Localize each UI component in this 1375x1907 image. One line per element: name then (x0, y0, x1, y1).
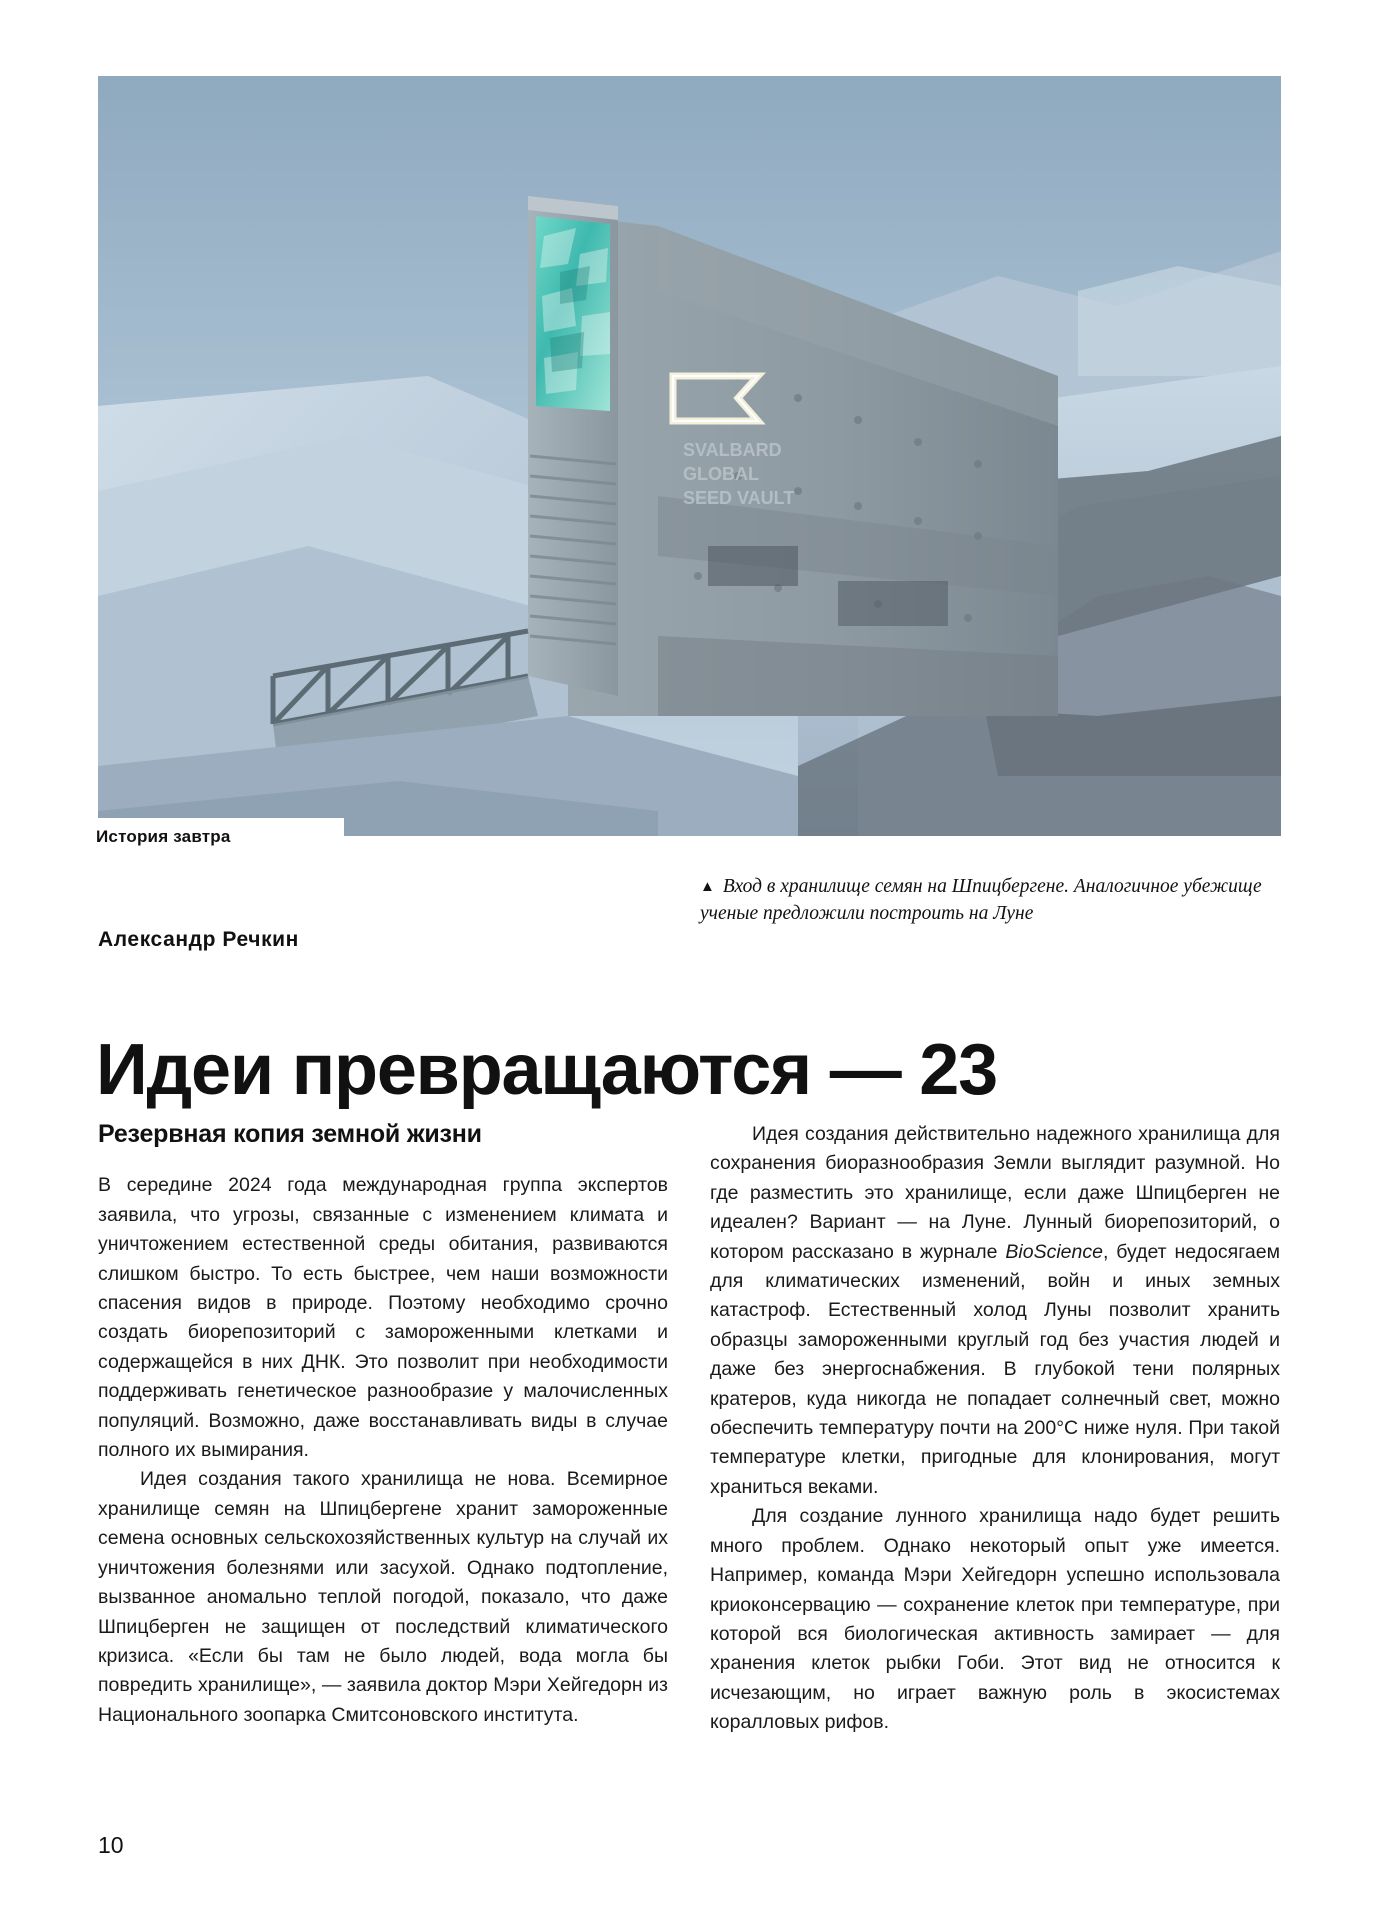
svg-text:GLOBAL: GLOBAL (683, 464, 759, 484)
paragraph: Идея создания действительно надежного хранилища для сохранения биоразнообразия Земли выглядит разумной. Но где разместить это хранилище, если даже Шпицберген не идеален? Вариант — на Луне. Лунный биорепозиторий, о котором рассказано в журнале BioScience, будет недосягаем для климатических изменений, войн и иных земных катастроф. Естественный холод Луны позволит хранить образцы замороженными круглый год без участия людей и даже без энергоснабжения. В глубокой тени полярных кратеров, куда никогда не попадает солнечный свет, можно обеспечить температуру почти на 200°C ниже нуля. При такой температуре клетки, пригодные для клонирования, могут храниться веками. (710, 1123, 1280, 1498)
svg-text:SVALBARD: SVALBARD (683, 440, 782, 460)
author-byline: Александр Речкин (98, 928, 299, 951)
page-number: 10 (98, 1832, 124, 1858)
caption-text: Вход в хранилище семян на Шпицбергене. Аналогичное убежище ученые предложили построить на Луне (700, 876, 1262, 924)
section-tag: История завтра (14, 818, 344, 856)
paragraph: Для создание лунного хранилища надо будет решить много проблем. Однако некоторый опыт уже имеется. Например, команда Мэри Хейгедорн успешно использовала криоконсервацию — сохранение клеток при температуре, при которой вся биологическая активность замирает — для хранения клеток рыбки Гоби. Этот вид не относится к исчезающим, но играет важную роль в экосистемах коралловых рифов. (710, 1505, 1280, 1734)
journal-name: BioScience (1005, 1240, 1103, 1263)
paragraph: Идея создания такого хранилища не нова. Всемирное хранилище семян на Шпицбергене хранит замороженные семена основных сельскохозяйственных культур на случай их уничтожения болезнями или засухой. Однако подтопление, вызванное аномально теплой погодой, показало, что даже Шпицберген не защищен от последствий климатического кризиса. «Если бы там не было людей, вода могла бы повредить хранилище», — заявила доктор Мэри Хейгедорн из Национального зоопарка Смитсоновского института. (98, 1468, 668, 1726)
caption-marker-icon: ▲ (700, 879, 715, 895)
article-column-right (710, 1120, 1280, 1738)
article-subheading: Резервная копия земной жизни (98, 1120, 482, 1148)
page-title: Идеи превращаются — 23 (96, 1030, 997, 1111)
paragraph: В середине 2024 года международная группа экспертов заявила, что угрозы, связанные с изменением климата и уничтожением естественной среды обитания, развиваются слишком быстро. То есть быстрее, чем наши возможности спасения видов в природе. Поэтому необходимо срочно создать биорепозиторий с замороженными клетками и содержащейся в них ДНК. Это позволит при необходимости поддерживать генетическое разнообразие у малочисленных популяций. Возможно, даже восстанавливать виды в случае полного их вымирания. (98, 1174, 668, 1462)
hero-image (98, 76, 1281, 836)
svg-text:SEED VAULT: SEED VAULT (683, 488, 795, 508)
article-column-left (98, 1120, 668, 1730)
seed-vault-illustration (98, 76, 1281, 836)
image-caption (700, 873, 1280, 927)
